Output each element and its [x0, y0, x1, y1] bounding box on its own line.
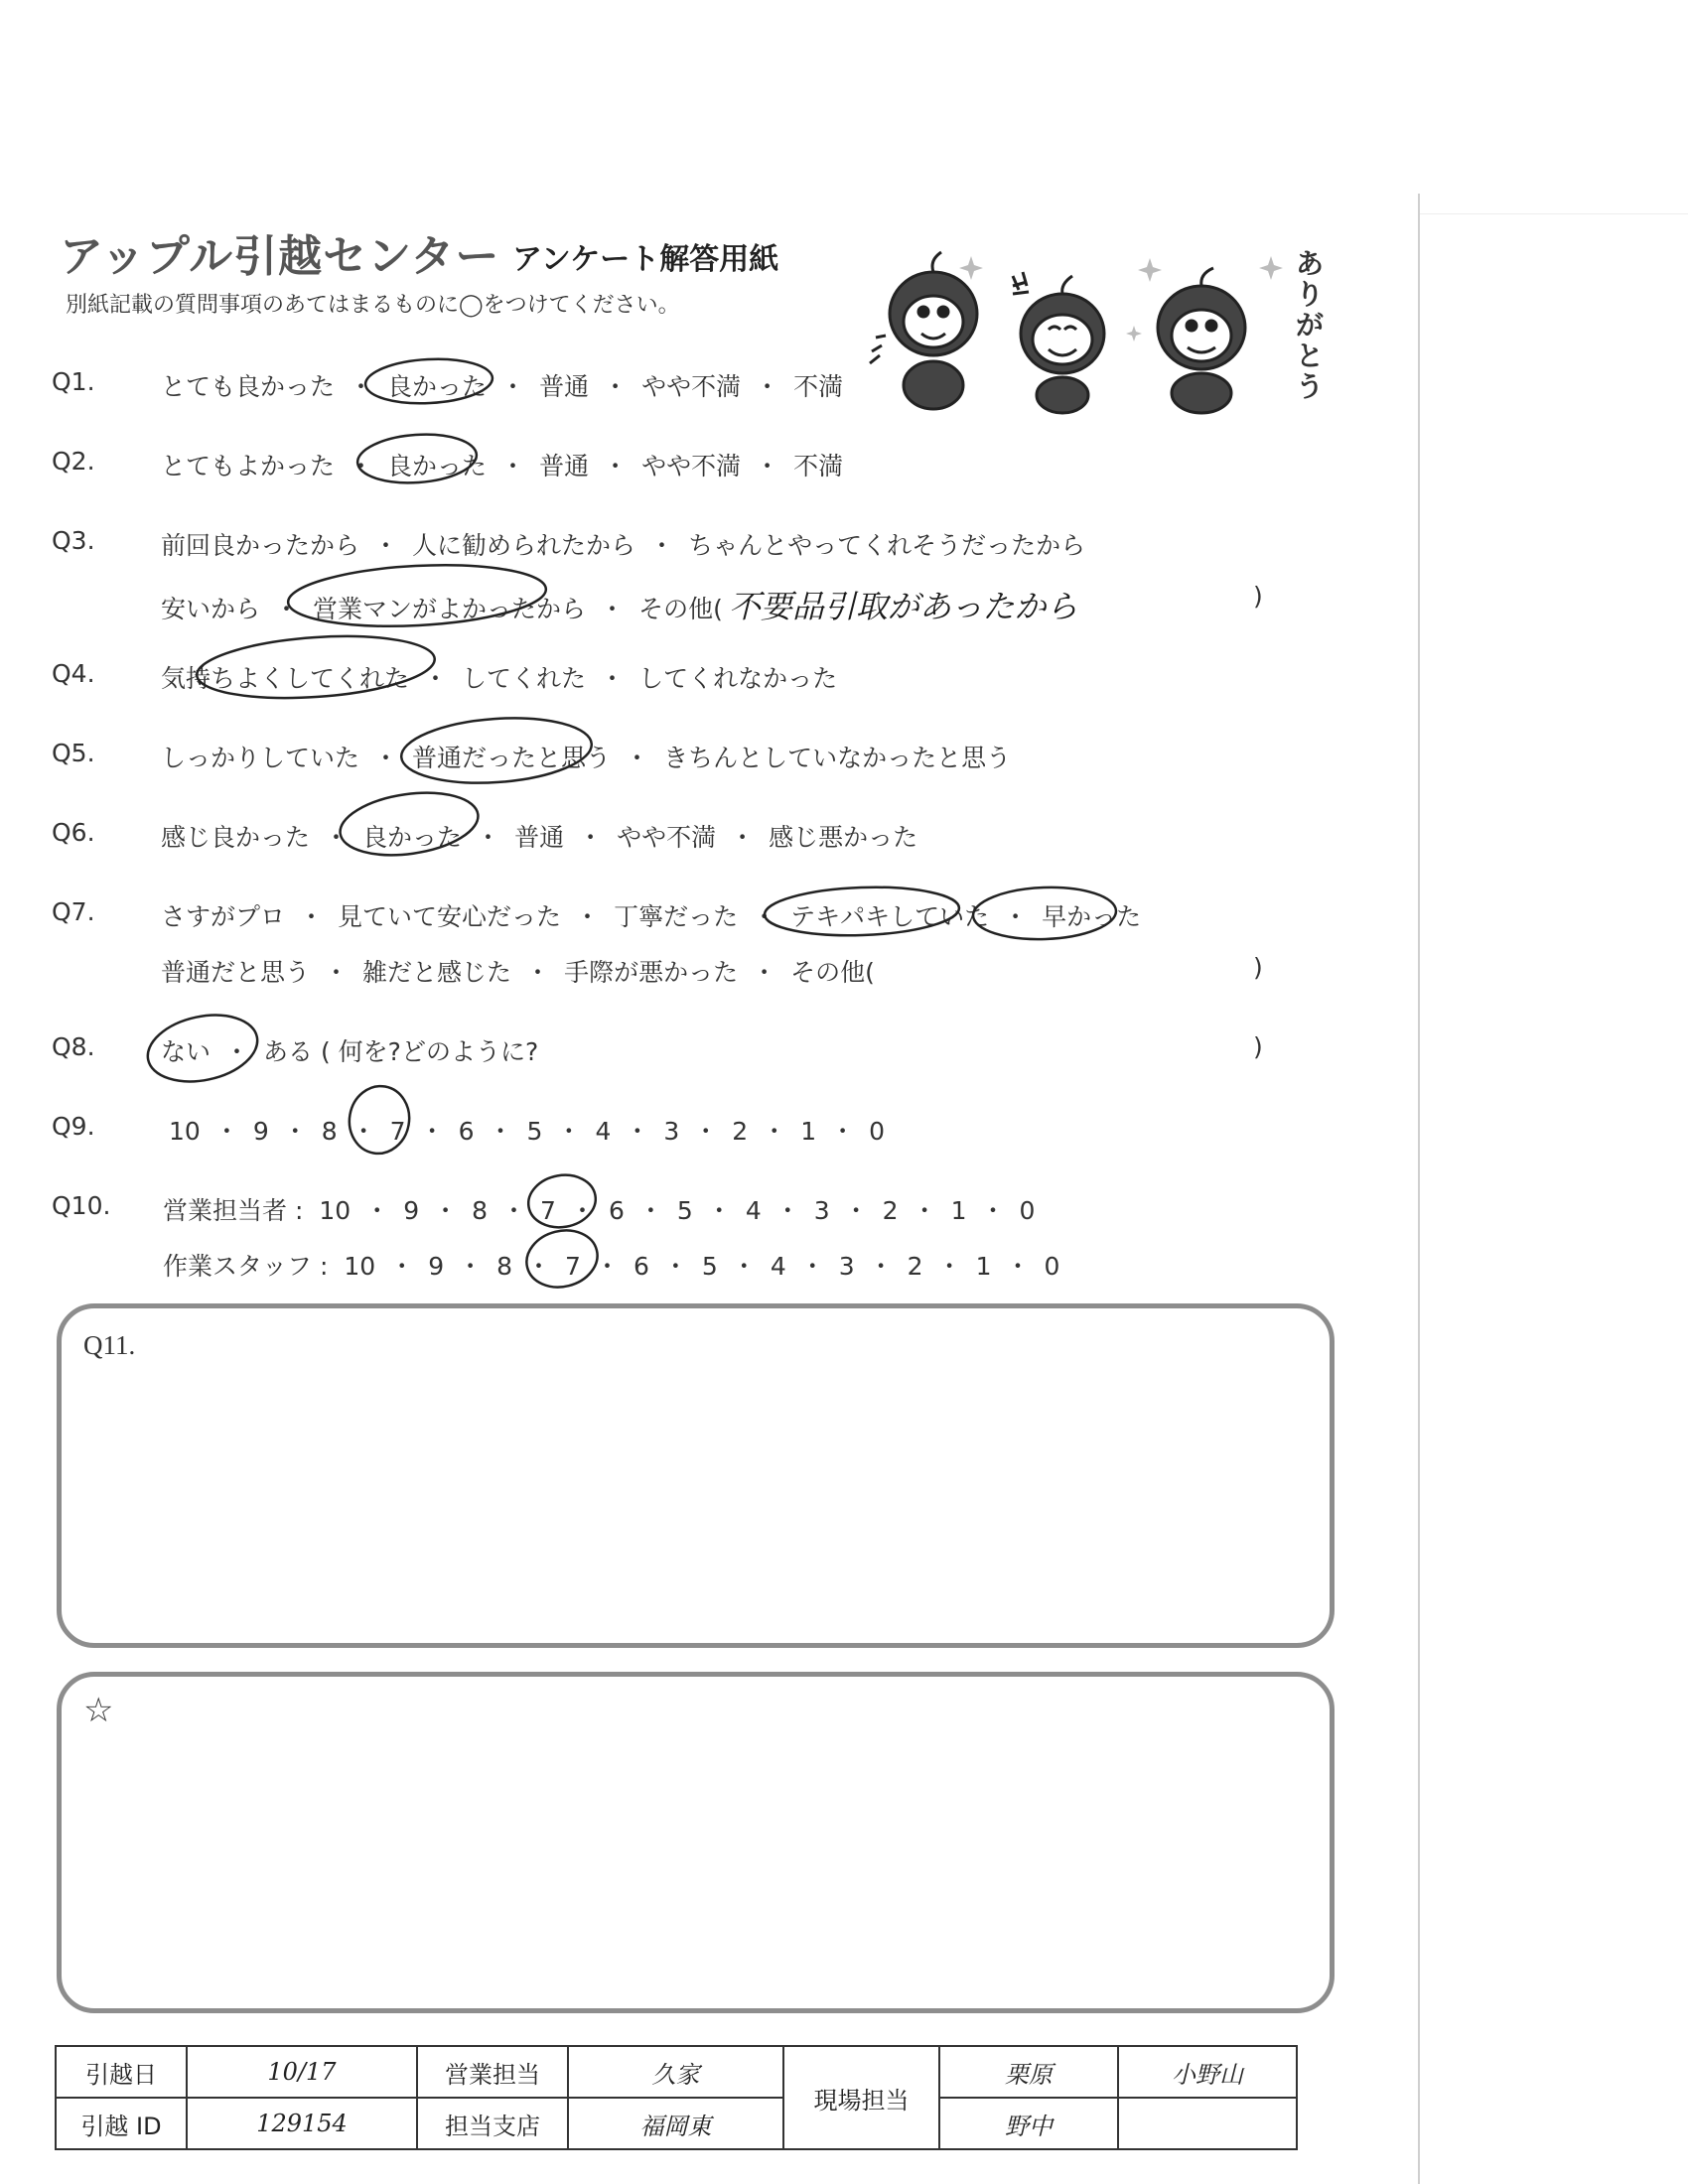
- score-item[interactable]: 3: [663, 1117, 680, 1146]
- option-item[interactable]: 安いから: [161, 595, 261, 623]
- score-item-selected[interactable]: 7: [389, 1117, 406, 1146]
- option-item-selected[interactable]: 良かった: [362, 823, 463, 852]
- question-number: Q6.: [52, 818, 95, 847]
- monkey-mascot-center: [1013, 272, 1104, 413]
- option-item[interactable]: してくれなかった: [638, 664, 838, 693]
- move-id-value[interactable]: 129154: [187, 2098, 417, 2149]
- option-item[interactable]: 普通: [514, 823, 565, 852]
- score-item[interactable]: 6: [458, 1117, 475, 1146]
- answer-options: 普通だと思う ・ 雑だと感じた ・ 手際が悪かった ・ その他(: [161, 953, 875, 989]
- score-item[interactable]: 0: [1019, 1196, 1036, 1225]
- score-item[interactable]: 3: [838, 1252, 855, 1281]
- move-date-value[interactable]: 10/17: [187, 2046, 417, 2098]
- instruction-text: 別紙記載の質問事項のあてはまるものに◯をつけてください。: [66, 293, 680, 318]
- option-item[interactable]: 感じ悪かった: [769, 823, 918, 852]
- sales-rep-label: 営業担当: [417, 2046, 568, 2098]
- move-date-label: 引越日: [56, 2046, 187, 2098]
- option-item[interactable]: 感じ良かった: [161, 823, 311, 852]
- site-rep-3[interactable]: 野中: [939, 2098, 1118, 2149]
- score-item[interactable]: 9: [252, 1117, 269, 1146]
- score-item[interactable]: 4: [745, 1196, 762, 1225]
- answer-options: ない ・ ある ( 何を?どのように?: [161, 1032, 538, 1068]
- option-item-selected[interactable]: テキパキしていた: [790, 902, 990, 931]
- option-item[interactable]: 丁寧だった: [614, 902, 739, 931]
- footer-info-table: [55, 2045, 1298, 2150]
- answer-options: 前回良かったから ・ 人に勧められたから ・ ちゃんとやってくれそうだったから: [161, 526, 1085, 562]
- question-number: Q2.: [52, 447, 95, 476]
- answer-options: さすがプロ ・ 見ていて安心だった ・ 丁寧だった ・ テキパキしていた ・ 早かった: [161, 897, 1141, 933]
- score-item[interactable]: 8: [472, 1196, 489, 1225]
- other-handwritten-answer[interactable]: 不要品引取があったから: [728, 588, 1078, 625]
- score-item[interactable]: 3: [813, 1196, 830, 1225]
- site-rep-label: 現場担当: [783, 2046, 939, 2149]
- score-item[interactable]: 1: [950, 1196, 967, 1225]
- star-icon: ☆: [83, 1693, 114, 1729]
- question-number: Q10.: [52, 1191, 111, 1220]
- question-number: Q8.: [52, 1032, 95, 1061]
- option-item[interactable]: やや不満: [641, 452, 742, 480]
- score-options-staff: 作業スタッフ : 10 ・ 9 ・ 8 ・ 7 ・ 6 ・ 5 ・ 4 ・ 3 ・ 2 ・ 1 ・ 0: [163, 1247, 1059, 1283]
- option-item[interactable]: とても良かった: [161, 372, 336, 401]
- option-item[interactable]: 手際が悪かった: [564, 958, 739, 987]
- option-item[interactable]: 人に勧められたから: [412, 531, 636, 560]
- scan-edge: [1418, 194, 1420, 2184]
- option-item[interactable]: やや不満: [617, 823, 717, 852]
- option-item[interactable]: ちゃんとやってくれそうだったから: [688, 531, 1086, 560]
- score-item[interactable]: 5: [526, 1117, 543, 1146]
- score-item[interactable]: 5: [676, 1196, 693, 1225]
- move-id-label: 引越 ID: [56, 2098, 187, 2149]
- option-item[interactable]: きちんとしていなかったと思う: [663, 744, 1012, 772]
- answer-options: 安いから ・ 営業マンがよかったから ・ その他( 不要品引取があったから: [161, 582, 1078, 627]
- option-item-selected[interactable]: 良かった: [387, 452, 488, 480]
- option-item[interactable]: 不満: [793, 452, 844, 480]
- monkey-mascots-illustration: [864, 236, 1321, 415]
- score-row-label: 営業担当者 :: [163, 1196, 304, 1225]
- score-item[interactable]: 8: [496, 1252, 513, 1281]
- score-item[interactable]: 10: [344, 1252, 376, 1281]
- option-item[interactable]: 普通: [539, 452, 590, 480]
- score-item[interactable]: 10: [169, 1117, 201, 1146]
- close-paren: ): [1253, 582, 1263, 611]
- score-item[interactable]: 2: [732, 1117, 749, 1146]
- answer-options: 気持ちよくしてくれた ・ してくれた ・ してくれなかった: [161, 659, 837, 695]
- score-options: 10 ・ 9 ・ 8 ・ 7 ・ 6 ・ 5 ・ 4 ・ 3 ・ 2 ・ 1 ・ 0: [169, 1117, 886, 1146]
- thanks-vertical-text: ありがとう: [1295, 247, 1324, 403]
- option-other[interactable]: その他(: [638, 595, 723, 623]
- option-item-selected[interactable]: ない: [161, 1037, 211, 1066]
- sales-rep-value[interactable]: 久家: [568, 2046, 783, 2098]
- q11-label: Q11.: [83, 1330, 136, 1360]
- score-item[interactable]: 4: [770, 1252, 786, 1281]
- monkey-mascot-right: [1158, 268, 1245, 413]
- site-rep-1[interactable]: 栗原: [939, 2046, 1118, 2098]
- option-item[interactable]: 普通: [539, 372, 590, 401]
- answer-options: しっかりしていた ・ 普通だったと思う ・ きちんとしていなかったと思う: [161, 739, 1011, 774]
- question-number: Q5.: [52, 739, 95, 767]
- option-item[interactable]: 普通だと思う: [161, 958, 311, 987]
- option-other[interactable]: その他(: [790, 958, 875, 987]
- score-item[interactable]: 9: [428, 1252, 445, 1281]
- score-item[interactable]: 4: [595, 1117, 612, 1146]
- score-item[interactable]: 6: [633, 1252, 649, 1281]
- branch-label: 担当支店: [417, 2098, 568, 2149]
- score-item[interactable]: 0: [1044, 1252, 1060, 1281]
- option-item-selected[interactable]: 気持ちよくしてくれた: [161, 664, 410, 693]
- score-item-selected[interactable]: 7: [565, 1252, 581, 1281]
- option-item[interactable]: 前回良かったから: [161, 531, 360, 560]
- monkey-mascot-left: [870, 252, 977, 409]
- option-item[interactable]: 雑だと感じた: [362, 958, 512, 987]
- answer-options: 感じ良かった ・ 良かった ・ 普通 ・ やや不満 ・ 感じ悪かった: [161, 818, 917, 854]
- score-item[interactable]: 9: [403, 1196, 420, 1225]
- branch-value[interactable]: 福岡東: [568, 2098, 783, 2149]
- close-paren: ): [1253, 1032, 1263, 1061]
- q11-comment-box[interactable]: [57, 1303, 1335, 1648]
- question-number: Q1.: [52, 367, 95, 396]
- close-paren: ): [1253, 953, 1263, 982]
- answer-options: とてもよかった ・ 良かった ・ 普通 ・ やや不満 ・ 不満: [161, 447, 843, 482]
- form-subtitle: アンケート解答用紙: [512, 242, 779, 277]
- site-rep-2[interactable]: 小野山: [1118, 2046, 1297, 2098]
- option-item[interactable]: さすがプロ: [161, 902, 286, 931]
- question-number: Q3.: [52, 526, 95, 555]
- option-item[interactable]: 不満: [793, 372, 844, 401]
- answer-options: とても良かった ・ 良かった ・ 普通 ・ やや不満 ・ 不満: [161, 367, 843, 403]
- option-item-selected[interactable]: 普通だったと思う: [412, 744, 612, 772]
- option-item[interactable]: ある ( 何を?どのように?: [263, 1037, 539, 1066]
- score-item-selected[interactable]: 7: [540, 1196, 556, 1225]
- score-item[interactable]: 6: [608, 1196, 625, 1225]
- score-item[interactable]: 1: [800, 1117, 817, 1146]
- star-comment-box[interactable]: [57, 1672, 1335, 2013]
- question-number: Q4.: [52, 659, 95, 688]
- score-item[interactable]: 0: [869, 1117, 886, 1146]
- option-item[interactable]: やや不満: [641, 372, 742, 401]
- score-item[interactable]: 1: [975, 1252, 992, 1281]
- option-item-selected[interactable]: 良かった: [387, 372, 488, 401]
- option-item[interactable]: しっかりしていた: [161, 744, 360, 772]
- score-item[interactable]: 5: [701, 1252, 718, 1281]
- site-rep-4[interactable]: [1118, 2098, 1297, 2149]
- score-item[interactable]: 8: [321, 1117, 338, 1146]
- option-item[interactable]: とてもよかった: [161, 452, 336, 480]
- option-item-selected[interactable]: 営業マンがよかったから: [313, 595, 587, 623]
- question-number: Q7.: [52, 897, 95, 926]
- option-item[interactable]: 見ていて安心だった: [338, 902, 562, 931]
- option-item-selected[interactable]: 早かった: [1042, 902, 1142, 931]
- brand-title: アップル引越センター: [60, 231, 500, 282]
- scan-edge-line: [1420, 213, 1688, 214]
- option-item[interactable]: してくれた: [462, 664, 587, 693]
- score-item[interactable]: 10: [319, 1196, 352, 1225]
- score-item[interactable]: 2: [907, 1252, 923, 1281]
- score-row-label: 作業スタッフ :: [163, 1252, 329, 1281]
- score-item[interactable]: 2: [882, 1196, 899, 1225]
- question-number: Q9.: [52, 1112, 95, 1141]
- score-options-sales: 営業担当者 : 10 ・ 9 ・ 8 ・ 7 ・ 6 ・ 5 ・ 4 ・ 3 ・ 2 ・ 1 ・ 0: [163, 1191, 1035, 1227]
